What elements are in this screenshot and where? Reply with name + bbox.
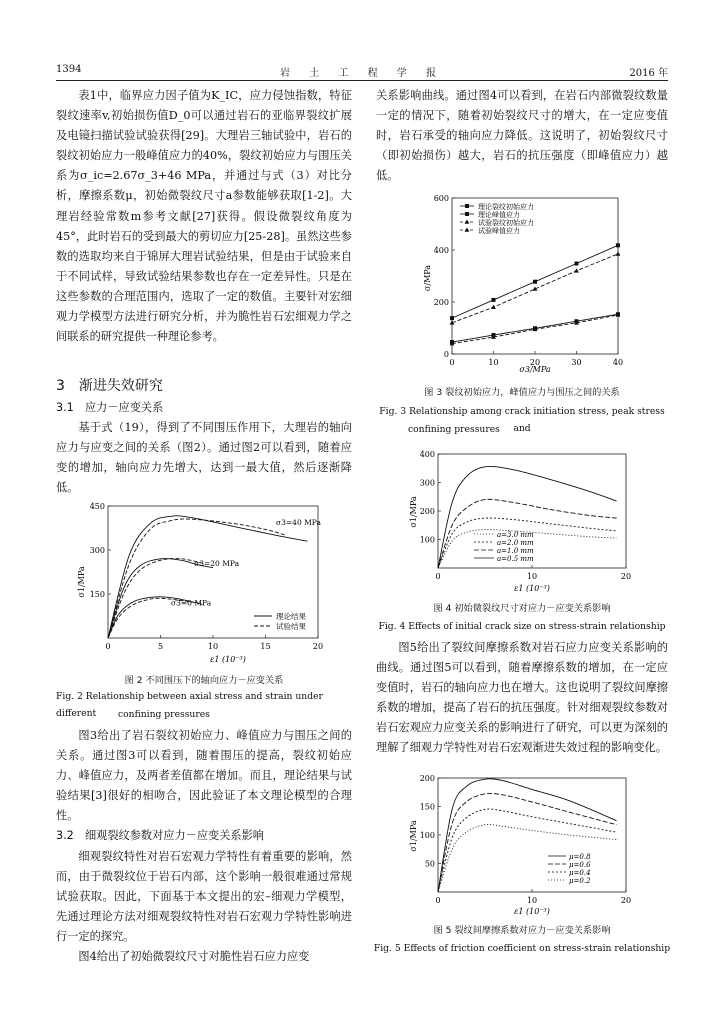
x-tick-label: 0 xyxy=(449,358,455,367)
legend-label: μ=0.2 xyxy=(569,877,591,885)
left-column-bottom xyxy=(56,726,352,967)
y-tick-label: 200 xyxy=(419,774,435,783)
section-3-heading: 3 渐进失效研究 xyxy=(56,378,163,394)
legend-label: 理论峰值应力 xyxy=(478,211,520,219)
subsection-3-2-heading: 3.2 细观裂纹参数对应力－应变关系影响 xyxy=(56,829,264,843)
year: 2016 年 xyxy=(629,68,668,79)
figure-4-caption-cn: 图 4 初始微裂纹尺寸对应力－应变关系影响 xyxy=(433,603,611,614)
figure-2-caption-en-1: Fig. 2 Relationship between axial stress and strain under different xyxy=(56,691,323,719)
annotation-40mpa: σ3=40 MPa xyxy=(276,518,321,528)
x-tick-label: 20 xyxy=(312,642,324,651)
legend-label: 试验峰值应力 xyxy=(478,227,520,235)
data-point xyxy=(616,243,620,247)
figure-3-caption-en-1: Fig. 3 Relationship among crack initiation stress, peak stress and xyxy=(379,406,665,434)
x-tick-label: 15 xyxy=(260,642,271,651)
y-tick-label: 600 xyxy=(433,194,449,203)
x-tick-label: 5 xyxy=(157,642,164,651)
paragraph-3-4: 图4给出了初始微裂纹尺寸对脆性岩石应力应变 xyxy=(78,950,310,964)
x-tick-label: 30 xyxy=(571,358,582,367)
legend-label: 试验裂纹初始应力 xyxy=(478,219,534,227)
x-tick-label: 20 xyxy=(529,358,541,367)
figure-3-chart xyxy=(420,192,640,374)
data-point xyxy=(616,251,621,255)
x-tick-label: 0 xyxy=(105,642,111,651)
y-tick-label: 300 xyxy=(89,546,105,555)
figure-2-caption-cn: 图 2 不同围压下的轴向应力－应变关系 xyxy=(124,675,284,686)
plot-frame xyxy=(438,778,626,892)
x-axis-label: ε1 (10⁻³) xyxy=(514,584,550,593)
figure-5-caption-en: Fig. 5 Effects of friction coefficient on stress-strain relationship xyxy=(373,943,671,954)
legend-label: μ=0.4 xyxy=(569,869,591,877)
x-tick-label: 10 xyxy=(526,572,538,581)
legend-label: 理论裂纹初始应力 xyxy=(478,203,534,211)
y-tick-label: 400 xyxy=(433,246,449,255)
right-column-middle xyxy=(376,638,668,759)
legend-label: a=1.0 mm xyxy=(497,547,534,555)
journal-title: 岩 土 工 程 学 报 xyxy=(280,68,444,79)
x-axis-label: ε1 (10⁻³) xyxy=(210,655,246,664)
data-point xyxy=(492,298,496,302)
legend-marker xyxy=(465,204,469,208)
intro-paragraph: 表1中，临界应力因子值为K_IC，应力侵蚀指数，特征裂纹速率v,初始损伤值D_0可以通过岩石的亚临界裂纹扩展及电镜扫描试验试验获得[29]。大理岩三轴试验中，岩石的裂纹初始应力一般峰值应力的40%，裂纹初始应力与围压关系为σ_ic=2.67σ_3+46 MPa，并通过与式（3）对比分析，摩擦系数μ，初始微裂纹尺寸a参数能够获取[1-2]。大理岩经验常数m参考文献[27]获得。假设微裂纹角度为45°，此时岩石的受到最大的剪切应力[25-28]。虽然这些参数的选取均来自于锦屏大理岩试验结果，但是由于试验来自于不同试样，导致试验结果参数也存在一定差异性。只是在这些参数的合理范围内，选取了一定的数值。主要针对宏细观力学模型方法进行研究分析，并为脆性岩石宏细观力学之间联系的研究提供一种理论参考。 xyxy=(56,89,352,344)
figure-4-caption-en: Fig. 4 Effects of initial crack size on stress-strain relationship xyxy=(378,621,666,632)
x-axis-label: ε1 (10⁻³) xyxy=(514,907,550,916)
y-axis-label: σ/MPa xyxy=(423,264,432,292)
data-point xyxy=(450,316,454,320)
figure-5-chart xyxy=(408,770,642,918)
y-tick-label: 150 xyxy=(419,802,435,812)
legend-label: μ=0.8 xyxy=(569,853,591,861)
y-tick-label: 100 xyxy=(419,831,435,840)
y-tick-label: 150 xyxy=(89,590,105,599)
legend-label: a=0.5 mm xyxy=(497,555,534,563)
legend-test: 试验结果 xyxy=(276,622,306,631)
right-column-top xyxy=(376,86,668,186)
page-number: 1394 xyxy=(56,64,82,75)
y-tick-label: 400 xyxy=(419,450,435,459)
series-line xyxy=(108,519,287,638)
legend-theory: 理论结果 xyxy=(276,612,306,621)
y-axis-label: σ1/MPa xyxy=(77,566,86,598)
y-tick-label: 200 xyxy=(433,298,449,307)
right-paragraph-2: 图5给出了裂纹间摩擦系数对岩石应力应变关系影响的曲线。通过图5可以看到，随着摩擦系数的增加，在一定应变值时，岩石的轴向应力也在增大。这也说明了裂纹间摩擦系数的增加，提高了岩石的抗压强度。针对细观裂纹参数对岩石宏观应力应变关系的影响进行了研究，可以更为深刻的理解了细观力学特性对岩石宏观渐进失效过程的影响变化。 xyxy=(376,641,668,755)
data-point xyxy=(491,305,496,309)
y-tick-label: 100 xyxy=(419,535,435,545)
page-header xyxy=(56,64,668,80)
x-tick-label: 10 xyxy=(526,896,538,905)
y-tick-label: 200 xyxy=(419,507,435,516)
legend-label: a=2.0 mm xyxy=(497,539,534,547)
paragraph-3-2: 图3给出了岩石裂纹初始应力、峰值应力与围压之间的关系。通过图3可以看到，随着围压的提高，裂纹初始应力、峰值应力，及两者差值都在增加。而且，理论结果与试验结果[3]很好的相吻合，因此验证了本文理论模型的合理性。 xyxy=(56,729,352,823)
left-column-top xyxy=(56,86,352,499)
data-point xyxy=(575,262,579,266)
figure-3-caption-en-2: confining pressures xyxy=(408,424,500,435)
legend-marker xyxy=(465,212,469,216)
y-tick-label: 50 xyxy=(424,859,435,869)
figure-5-caption-cn: 图 5 裂纹间摩擦系数对应力－应变关系影响 xyxy=(433,925,611,936)
x-tick-label: 20 xyxy=(620,572,632,581)
x-axis-label: σ3/MPa xyxy=(519,365,551,374)
legend-label: μ=0.6 xyxy=(569,861,591,869)
y-tick-label: 450 xyxy=(89,502,105,511)
paragraph-3-1: 基于式（19），得到了不同围压作用下，大理岩的轴向应力与应变之间的关系（图2）。通过图2可以看到，随着应变的增加，轴向应力先增大，达到一最大值，然后逐渐降低。 xyxy=(56,421,352,495)
y-tick-label: 0 xyxy=(443,350,449,359)
figure-2-caption-en-2: confining pressures xyxy=(118,709,210,720)
x-tick-label: 10 xyxy=(207,642,219,651)
header-rule xyxy=(56,80,668,81)
x-tick-label: 40 xyxy=(612,358,624,367)
x-tick-label: 20 xyxy=(620,896,632,905)
y-axis-label: σ1/MPa xyxy=(409,496,418,528)
right-paragraph-1: 关系影响曲线。通过图4可以看到，在岩石内部微裂纹数量一定的情况下，随着初始裂纹尺寸的增大，在一定应变值时，岩石承受的轴向应力降低。这说明了，初始裂纹尺寸（即初始损伤）越大，岩石的抗压强度（即峰值应力）越低。 xyxy=(376,89,668,183)
paragraph-3-3: 细观裂纹特性对岩石宏观力学特性有着重要的影响，然而，由于微裂纹位于岩石内部，这个影响一般很难通过常规试验获取。因此，下面基于本文提出的宏–细观力学模型，先通过理论方法对细观裂纹特性对岩石宏观力学特性影响进行一定的探究。 xyxy=(56,849,352,943)
annotation-20mpa: σ3=20 MPa xyxy=(194,559,240,569)
data-point xyxy=(533,280,537,284)
figure-4-chart xyxy=(408,446,638,596)
annotation-0mpa: σ3=0 MPa xyxy=(171,598,212,608)
figure-2-chart xyxy=(78,498,348,668)
data-point xyxy=(574,268,579,272)
legend-label: a=3.0 mm xyxy=(497,531,534,539)
x-tick-label: 0 xyxy=(435,896,441,905)
y-axis-label: σ1/MPa xyxy=(409,820,418,852)
figure-3-caption-cn: 图 3 裂纹初始应力，峰值应力与围压之间的关系 xyxy=(424,387,620,398)
x-tick-label: 10 xyxy=(488,358,499,367)
subsection-3-1-heading: 3.1 应力－应变关系 xyxy=(56,401,164,415)
x-tick-label: 0 xyxy=(435,572,441,581)
y-tick-label: 300 xyxy=(419,478,435,488)
